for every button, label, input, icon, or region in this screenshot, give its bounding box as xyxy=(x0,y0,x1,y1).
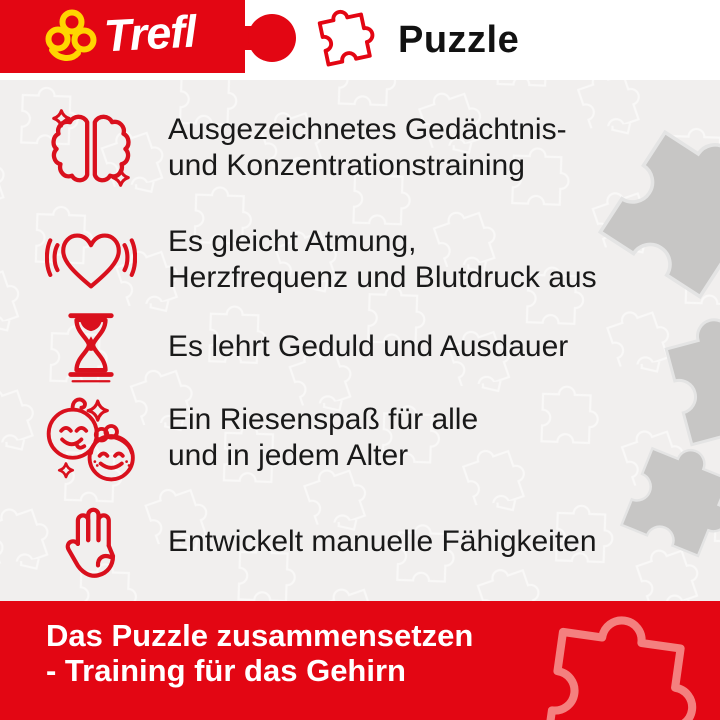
trefl-clover-icon xyxy=(44,9,100,65)
benefit-row-heart xyxy=(36,220,696,300)
benefit-line: Es gleicht Atmung, xyxy=(168,225,417,258)
brain-icon xyxy=(48,105,134,191)
benefit-row-manual-skills xyxy=(36,500,696,584)
benefit-line: Entwickelt manuelle Fähigkeiten xyxy=(168,525,597,558)
benefit-line: Ausgezeichnetes Gedächtnis- xyxy=(168,113,567,146)
header xyxy=(0,0,720,80)
benefits-section xyxy=(0,80,720,601)
benefit-row-patience xyxy=(36,310,696,384)
banner-line: Das Puzzle zusammensetzen xyxy=(46,618,474,653)
brand-tab-knob xyxy=(243,0,301,74)
banner-line: - Training für das Gehirn xyxy=(46,653,406,688)
hand-icon xyxy=(62,502,120,582)
benefit-line: und Konzentrationstraining xyxy=(168,149,525,182)
heart-icon xyxy=(45,225,137,296)
benefit-row-fun xyxy=(36,390,696,486)
product-title: Puzzle xyxy=(398,19,520,61)
benefit-line: und in jedem Alter xyxy=(168,439,409,472)
bottom-banner xyxy=(0,601,720,720)
benefit-line: Ein Riesenspaß für alle xyxy=(168,403,479,436)
banner-slogan xyxy=(46,618,473,688)
benefit-row-memory xyxy=(36,102,696,194)
benefit-line: Herzfrequenz und Blutdruck aus xyxy=(168,261,597,294)
banner-puzzle-outline-icon xyxy=(510,601,713,720)
trefl-logo-text: Trefl xyxy=(102,5,197,62)
faces-icon xyxy=(40,392,142,485)
puzzle-piece-icon xyxy=(306,1,382,77)
hourglass-icon xyxy=(64,310,118,384)
benefit-line: Es lehrt Geduld und Ausdauer xyxy=(168,330,569,363)
